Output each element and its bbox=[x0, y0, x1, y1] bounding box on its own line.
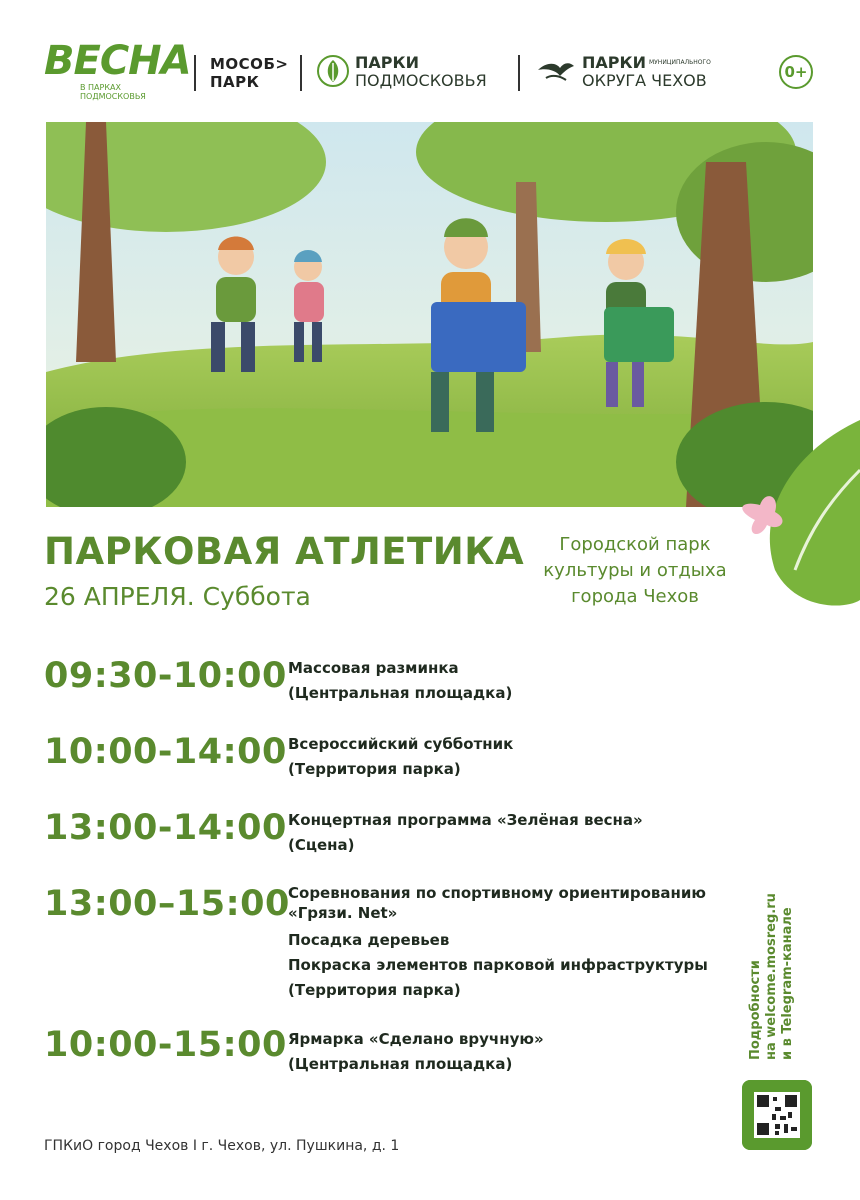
hero-illustration bbox=[46, 122, 813, 507]
schedule-item bbox=[288, 883, 728, 1003]
vesna-logo-subtitle bbox=[80, 83, 146, 101]
parki-podmoskovya-icon bbox=[316, 54, 350, 88]
mosobpark-logo bbox=[210, 55, 288, 91]
mosob-line1: МОСОБ> bbox=[210, 55, 289, 73]
side-line1: Подробности bbox=[748, 960, 763, 1060]
schedule-line: Посадка деревьев bbox=[288, 931, 450, 949]
header-divider bbox=[300, 55, 302, 91]
side-line3: и в Telegram-канале bbox=[780, 907, 795, 1060]
schedule-time: 13:00-14:00 bbox=[44, 808, 287, 848]
vesna-logo: ВЕСНА bbox=[44, 38, 191, 84]
schedule-line: «Грязи. Net» bbox=[288, 904, 398, 922]
schedule-line: (Сцена) bbox=[288, 836, 355, 854]
event-title: ПАРКОВАЯ АТЛЕТИКА bbox=[44, 530, 525, 573]
qr-code-icon[interactable] bbox=[742, 1080, 812, 1150]
event-venue bbox=[520, 532, 750, 610]
leaf-decoration-icon bbox=[735, 420, 860, 610]
schedule-item bbox=[288, 808, 728, 858]
schedule-item bbox=[288, 656, 728, 706]
venue-line1: Городской парк bbox=[559, 534, 711, 555]
venue-line3: города Чехов bbox=[571, 586, 699, 607]
venue-line2: культуры и отдыха bbox=[543, 560, 727, 581]
schedule-line: (Центральная площадка) bbox=[288, 1055, 513, 1073]
schedule-line: Всероссийский субботник bbox=[288, 735, 514, 753]
schedule-line: (Территория парка) bbox=[288, 760, 461, 778]
schedule-time: 10:00-14:00 bbox=[44, 732, 287, 772]
event-date: 26 АПРЕЛЯ. Суббота bbox=[44, 582, 311, 611]
schedule-time: 10:00-15:00 bbox=[44, 1025, 287, 1065]
schedule-line: Концертная программа «Зелёная весна» bbox=[288, 811, 643, 829]
schedule-time: 09:30-10:00 bbox=[44, 656, 287, 696]
parki-chekhov-line2: ОКРУГА ЧЕХОВ bbox=[582, 71, 707, 90]
schedule-line: (Территория парка) bbox=[288, 981, 461, 999]
mosob-line2: ПАРК bbox=[210, 73, 260, 91]
schedule-line: Покраска элементов парковой инфраструктуры bbox=[288, 956, 708, 974]
header-divider bbox=[518, 55, 520, 91]
vesna-sub-line2: ПОДМОСКОВЬЯ bbox=[80, 92, 146, 101]
schedule-line: (Центральная площадка) bbox=[288, 684, 513, 702]
vesna-sub-line1: В ПАРКАХ bbox=[80, 83, 121, 92]
schedule-line: Соревнования по спортивному ориентированию bbox=[288, 884, 706, 902]
schedule-time: 13:00–15:00 bbox=[44, 884, 290, 924]
schedule-item bbox=[288, 1027, 728, 1077]
side-info bbox=[748, 870, 814, 1070]
bird-icon bbox=[536, 54, 576, 88]
header-divider bbox=[194, 55, 196, 91]
parki-podm-line1: ПАРКИ bbox=[355, 53, 419, 72]
footer-address: ГПКиО город Чехов I г. Чехов, ул. Пушкина, д. 1 bbox=[44, 1138, 400, 1154]
side-line2: на welcome.mosreg.ru bbox=[764, 893, 779, 1060]
parki-chekhov-logo bbox=[582, 54, 711, 90]
schedule-line: Ярмарка «Сделано вручную» bbox=[288, 1030, 544, 1048]
parki-podm-line2: ПОДМОСКОВЬЯ bbox=[355, 71, 487, 90]
parki-podmoskovya-logo bbox=[355, 54, 487, 90]
parki-chekhov-muni: МУНИЦИПАЛЬНОГО bbox=[648, 59, 711, 66]
age-rating-badge: 0+ bbox=[779, 55, 813, 89]
schedule-line: Массовая разминка bbox=[288, 659, 459, 677]
schedule-item bbox=[288, 732, 728, 782]
parki-chekhov-line1: ПАРКИ bbox=[582, 53, 646, 72]
